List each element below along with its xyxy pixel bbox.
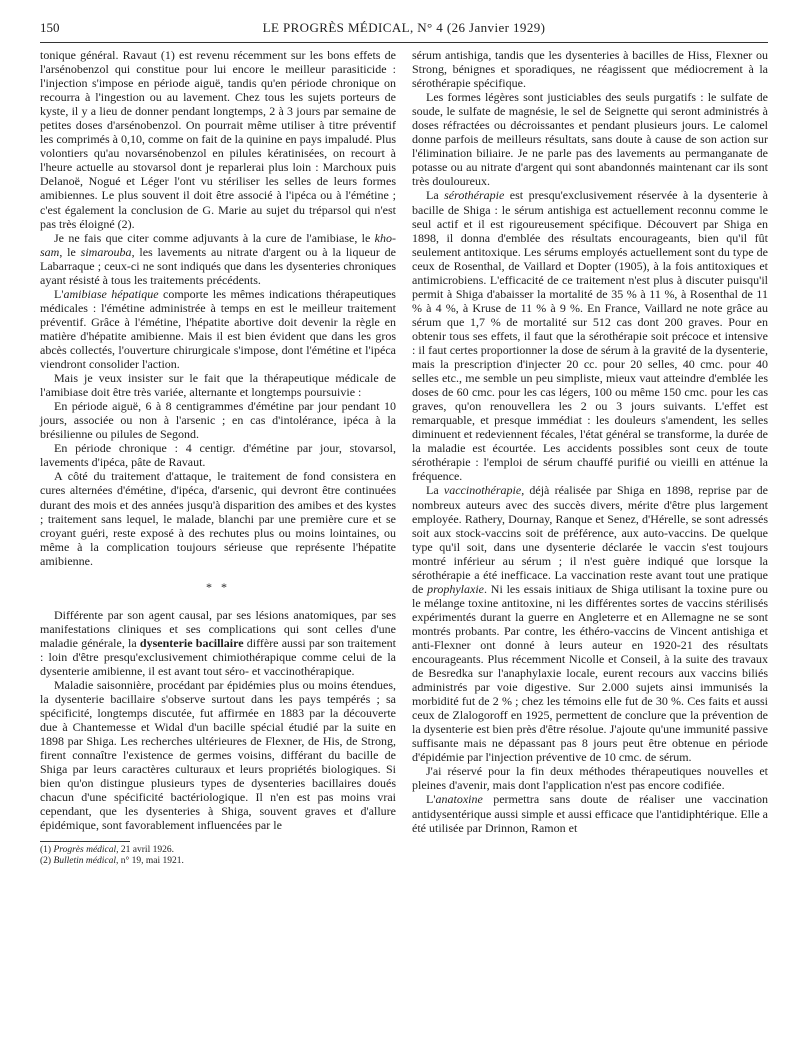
right-column	[412, 48, 768, 835]
paragraph: A côté du traitement d'attaque, le traitement de fond consistera en cures alternées d'émétine, d'ipéca, d'arsenic, qui devront être continuées durant des mois et des années jusqu'à disparition des amibes et des kystes ; traitement sans lequel, le malade, blanchi par une première cure et se croyant guéri, reste exposé à des rechutes plus ou moins lointaines, ou même à la complication toujours sérieuse que représente l'hépatite amibienne.	[40, 469, 396, 568]
footnote: (2) Bulletin médical, n° 19, mai 1921.	[40, 855, 184, 866]
footnote-divider	[40, 841, 130, 842]
paragraph: Les formes légères sont justiciables des seuls purgatifs : le sulfate de soude, le sulfate de magnésie, le sel de Seignette qui seront administrés à doses réfractées ou décroissantes et pendant plusieurs jours. Le calomel donne parfois de meilleurs résultats, sans doute à cause de son action sur l'élimination biliaire. Je ne parle pas des lavements au permanganate de potasse ou au nitrate d'argent qui sont abandonnés maintenant car ils sont très douloureux.	[412, 90, 768, 189]
paragraph: Maladie saisonnière, procédant par épidémies plus ou moins étendues, la dysenterie bacillaire s'observe surtout dans les pays tempérés ; sa spécificité, longtemps discutée, fut affirmée en 1883 par la découverte due à Chantemesse et Widal d'un bacille spécial étudié par la suite en 1898 par Shiga. Les recherches ultérieures de Flexner, de His, de Strong, firent connaître l'existence de germes voisins, différant du bacille de Shiga par leurs caractères culturaux et leurs propriétés biologiques. Si bien qu'on distingue plusieurs types de dysenteries bacillaires doués chacun d'une spécificité bactériologique. Il n'en est pas moins vrai cependant, que les dysenteries à Shiga, souvent graves et d'allure épidémique, sont favorablement influencées par le	[40, 678, 396, 833]
paragraph: tonique général. Ravaut (1) est revenu récemment sur les bons effets de l'arsénobenzol qui constitue pour lui encore le meilleur parasiticide : l'injection s'impose en période aiguë, tandis qu'en période chronique on recourra à l'ingestion ou au lavement. Chez tous les sujets porteurs de kyste, il y a lieu de donner pendant longtemps, 2 à 3 jours par semaine de petites doses d'arsénobenzol. On pourrait même utiliser à titre préventif les comprimés à 0,10, comme on fait de la quinine en pays impaludé. Plus volontiers qu'au novarsénobenzol en pilules kératinisées, on recourt à l'heure actuelle au stovarsol dont je reparlerai plus loin : Marchoux puis Delanoë, Nogué et Léger l'ont vu stériliser les selles de leurs formes amibiennes. Le plus souvent il doit être associé à l'ipéca ou à l'émétine ; c'est également la conclusion de G. Marie au sujet du tréparsol qui n'est pas très éloigné (2).	[40, 48, 396, 231]
paragraph: Je ne fais que citer comme adjuvants à la cure de l'amibiase, le kho-sam, le simarouba, les lavements au nitrate d'argent ou à la liqueur de Labarraque ; ceux-ci ne sont indiqués que dans les dysenteries chroniques ayant résisté à tous les traitements précédents.	[40, 230, 396, 287]
paragraph: En période chronique : 4 centigr. d'émétine par jour, stovarsol, lavements d'ipéca, pâte de Ravaut.	[40, 441, 396, 470]
footnote: (1) Progrès médical, 21 avril 1926.	[40, 844, 174, 855]
running-head: LE PROGRÈS MÉDICAL, N° 4 (26 Janvier 1929)	[262, 20, 546, 35]
paragraph: Différente par son agent causal, par ses lésions anatomiques, par ses manifestations cliniques et ses complications qui sont celles d'une maladie générale, la dysenterie bacillaire diffère aussi par son traitement : loin d'être presqu'exclusivement chimiothérapique comme celui de la dysenterie amibienne, il est avant tout séro- et vaccinothérapique.	[40, 607, 396, 678]
page-header	[40, 20, 768, 43]
paragraph: J'ai réservé pour la fin deux méthodes thérapeutiques nouvelles et pleines d'avenir, mais dont l'application n'est pas encore codifiée.	[412, 764, 768, 793]
paragraph: La sérothérapie est presqu'exclusivement réservée à la dysenterie à bacille de Shiga : le sérum antishiga est actuellement reconnu comme le seul actif et il est rigoureusement spécifique. Découvert par Shiga en 1898, il donna d'emblée des résultats encourageants, bien qu'il fût seulement antitoxique. Les sérums employés actuellement sont du type de ceux de Rosenthal, de Vaillard et Dopter (1905), à la fois antitoxiques et antimicrobiens. L'efficacité de ce traitement n'est plus à discuter puisqu'il permit à Shiga d'abaisser la mortalité de 35 % à 11 %, à Rosenthal de 11 % à 4 %, à Kruse de 11 % à 9 %. En France, Vaillard ne note grâce au sérum que 1,7 % de mortalité sur 512 cas dont 200 graves. Pour en obtenir tous ses effets, il faut que la sérothérapie soit précoce et intensive : il faut certes proportionner la dose de sérum à la gravité de la dysenterie, mais la prescription d'injecter 20 cc. pour 20 selles, 40 cmc. pour 40 selles etc., me semble un peu simpliste, mieux vaut atteindre d'emblée les doses de 60 cmc. pour les cas légers, 100 ou même 150 cmc. pour les cas graves, qu'on renouvellera les 2 ou 3 jours suivants. L'effet est remarquable, et presque immédiat : les douleurs s'amendent, les selles diminuent et redeviennent fécales, l'état général se transforme, la durée de la maladie est écourtée. Les accidents possibles sont ceux de toute sérothérapie : l'emploi de sérum chauffé purifié ou vieilli en atténue la fréquence.	[412, 188, 768, 484]
left-column	[40, 48, 396, 867]
paragraph: L'amibiase hépatique comporte les mêmes indications thérapeutiques médicales : l'émétine administrée à temps en est le meilleur traitement préventif. Grâce à l'émétine, l'hépatite abortive doit devenir la règle en matière d'hépatite amibienne. Mais il est bien évident que dans les gros abcès collectés, l'ouverture chirurgicale s'impose, dont l'émétine et l'ipéca viendront consolider l'action.	[40, 286, 396, 372]
term-highlight: dysenterie bacillaire	[139, 635, 244, 650]
paragraph: La vaccinothérapie, déjà réalisée par Shiga en 1898, reprise par de nombreux auteurs avec des succès divers, mérite d'être plus largement employée. Rathery, Dournay, Ranque et Senez, d'Hérelle, se sont adressés soit aux stock-vaccins soit de préférence, aux auto-vaccins. De quelque type qu'il soit, dans une dysenterie déclarée le vaccin s'est toujours montré inférieur au sérum ; il n'est guère indiqué que lorsque la sérothérapie a été inefficace. La vaccination reste avant tout une pratique de prophylaxie. Ni les essais initiaux de Shiga utilisant la toxine pure ou le mélange toxine antitoxine, ni les différentes sortes de vaccins stérilisés expérimentés durant la guerre en Angleterre et en Allemagne ne se sont montrés probants. Par contre, les éthéro-vaccins de Vincent antishiga et anti-Flexner ont donné à leurs auteur en 1920-21 des résultats encourageants. Plus récemment Nicolle et Conseil, à la suite des travaux de Besredka sur l'anaphylaxie locale, eurent recours aux vaccins biliés administrés par voie digestive. Sur 2.000 sujets ainsi immunisés la morbidité fut de 2 % ; chez les témoins elle fut de 30 %. Ces faits et aussi ceux de Zlalogoroff en 1925, permettent de conclure que la prévention de la dysenterie est bien près d'être résolue. J'ajoute qu'une immunité passive suffisante mais ne dépassant pas 8 jours peut être obtenue en période d'épidémie par l'injection préventive de 10 cmc. de sérum.	[412, 483, 769, 765]
page-number: 150	[40, 20, 60, 35]
paragraph: sérum antishiga, tandis que les dysenteries à bacilles de Hiss, Flexner ou Strong, bénignes et sporadiques, ne réagissent que médiocrement à la sérothérapie spécifique.	[412, 48, 768, 91]
paragraph: En période aiguë, 6 à 8 centigrammes d'émétine par jour pendant 10 jours, associée ou non à l'arsenic ; en cas d'intolérance, ipéca à la brésilienne ou pilules de Segond.	[40, 399, 396, 442]
paragraph: L'anatoxine permettra sans doute de réaliser une vaccination antidysentérique aussi simple et aussi efficace que l'antidiphtérique. Elle a été utilisée par Drinnon, Ramon et	[412, 792, 768, 835]
paragraph: Mais je veux insister sur le fait que la thérapeutique médicale de l'amibiase doit être très variée, alternante et longtemps poursuivie :	[40, 371, 396, 400]
section-separator: * *	[206, 579, 230, 594]
